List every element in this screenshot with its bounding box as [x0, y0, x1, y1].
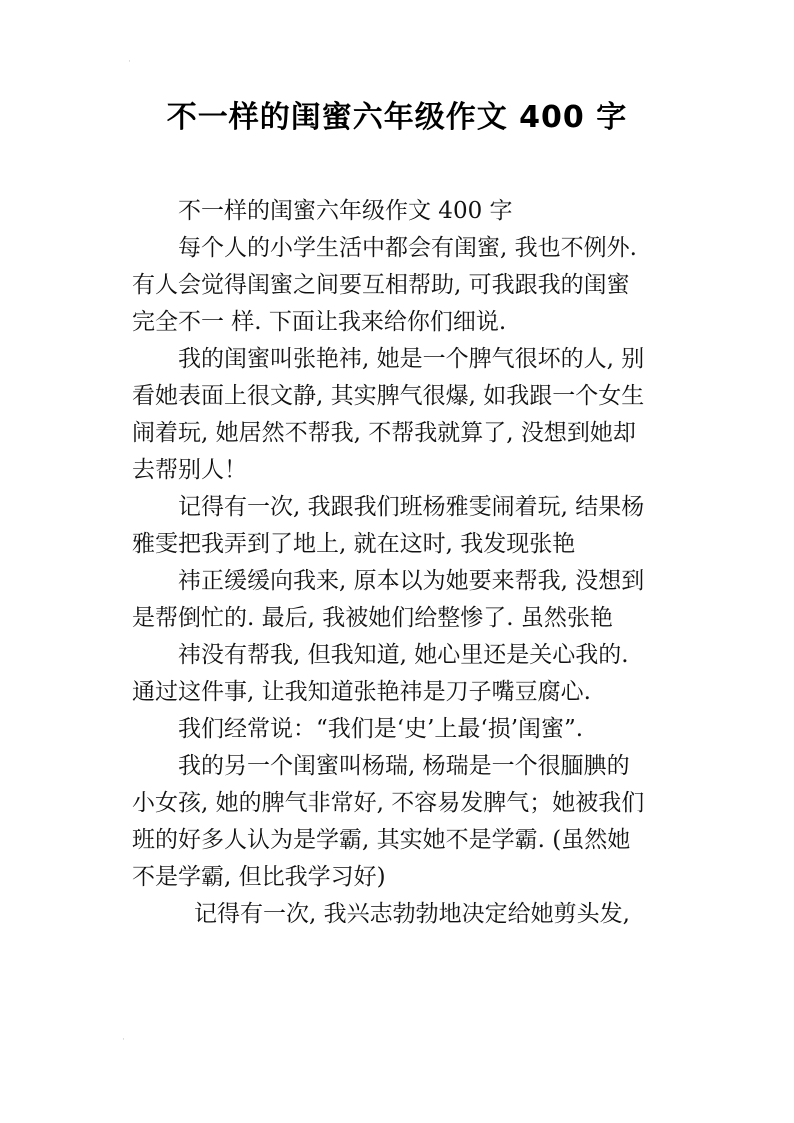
- scan-speck: ·: [128, 57, 131, 67]
- paragraph-line: 是帮倒忙的. 最后, 我被她们给整惨了. 虽然张艳: [132, 605, 613, 631]
- paragraph-line: 记得有一次, 我跟我们班杨雅雯闹着玩, 结果杨: [178, 494, 645, 520]
- page-title: 不一样的闺蜜六年级作文 400 字: [166, 100, 628, 135]
- paragraph-line: 记得有一次, 我兴志勃勃地决定给她剪头发,: [194, 901, 630, 927]
- paragraph-line: 雅雯把我弄到了地上, 就在这时, 我发现张艳: [132, 531, 576, 557]
- paragraph-line: 闹着玩, 她居然不帮我, 不帮我就算了, 没想到她却: [132, 420, 636, 446]
- paragraph-line: 完全不一 样. 下面让我来给你们细说.: [132, 309, 507, 335]
- paragraph-line: 我的另一个闺蜜叫杨瑞, 杨瑞是一个很腼腆的: [178, 753, 630, 779]
- paragraph-line: 每个人的小学生活中都会有闺蜜, 我也不例外.: [178, 235, 637, 261]
- paragraph-line: 祎正缓缓向我来, 原本以为她要来帮我, 没想到: [178, 568, 645, 594]
- paragraph-line: 我们经常说：“我们是‘史’上最‘损’闺蜜”.: [178, 716, 584, 742]
- paragraph-line: 不是学霸, 但比我学习好): [132, 864, 386, 890]
- paragraph-line: 通过这件事, 让我知道张艳祎是刀子嘴豆腐心.: [132, 679, 591, 705]
- paragraph-line: 祎没有帮我, 但我知道, 她心里还是关心我的.: [178, 642, 629, 668]
- essay-body: [132, 193, 667, 933]
- paragraph-line: 班的好多人认为是学霸, 其实她不是学霸. (虽然她: [132, 827, 631, 853]
- paragraph-line: 有人会觉得闺蜜之间要互相帮助, 可我跟我的闺蜜: [132, 272, 630, 298]
- paragraph-line: 我的闺蜜叫张艳祎, 她是一个脾气很坏的人, 别: [178, 346, 645, 372]
- paragraph-line: 看她表面上很文静, 其实脾气很爆, 如我跟一个女生: [132, 383, 645, 409]
- paragraph-line: 小女孩, 她的脾气非常好, 不容易发脾气；她被我们: [132, 790, 645, 816]
- paragraph-line: 去帮别人！: [132, 457, 247, 483]
- paragraph-line: 不一样的闺蜜六年级作文 400 字: [178, 198, 513, 224]
- scan-speck: ·: [122, 1035, 125, 1045]
